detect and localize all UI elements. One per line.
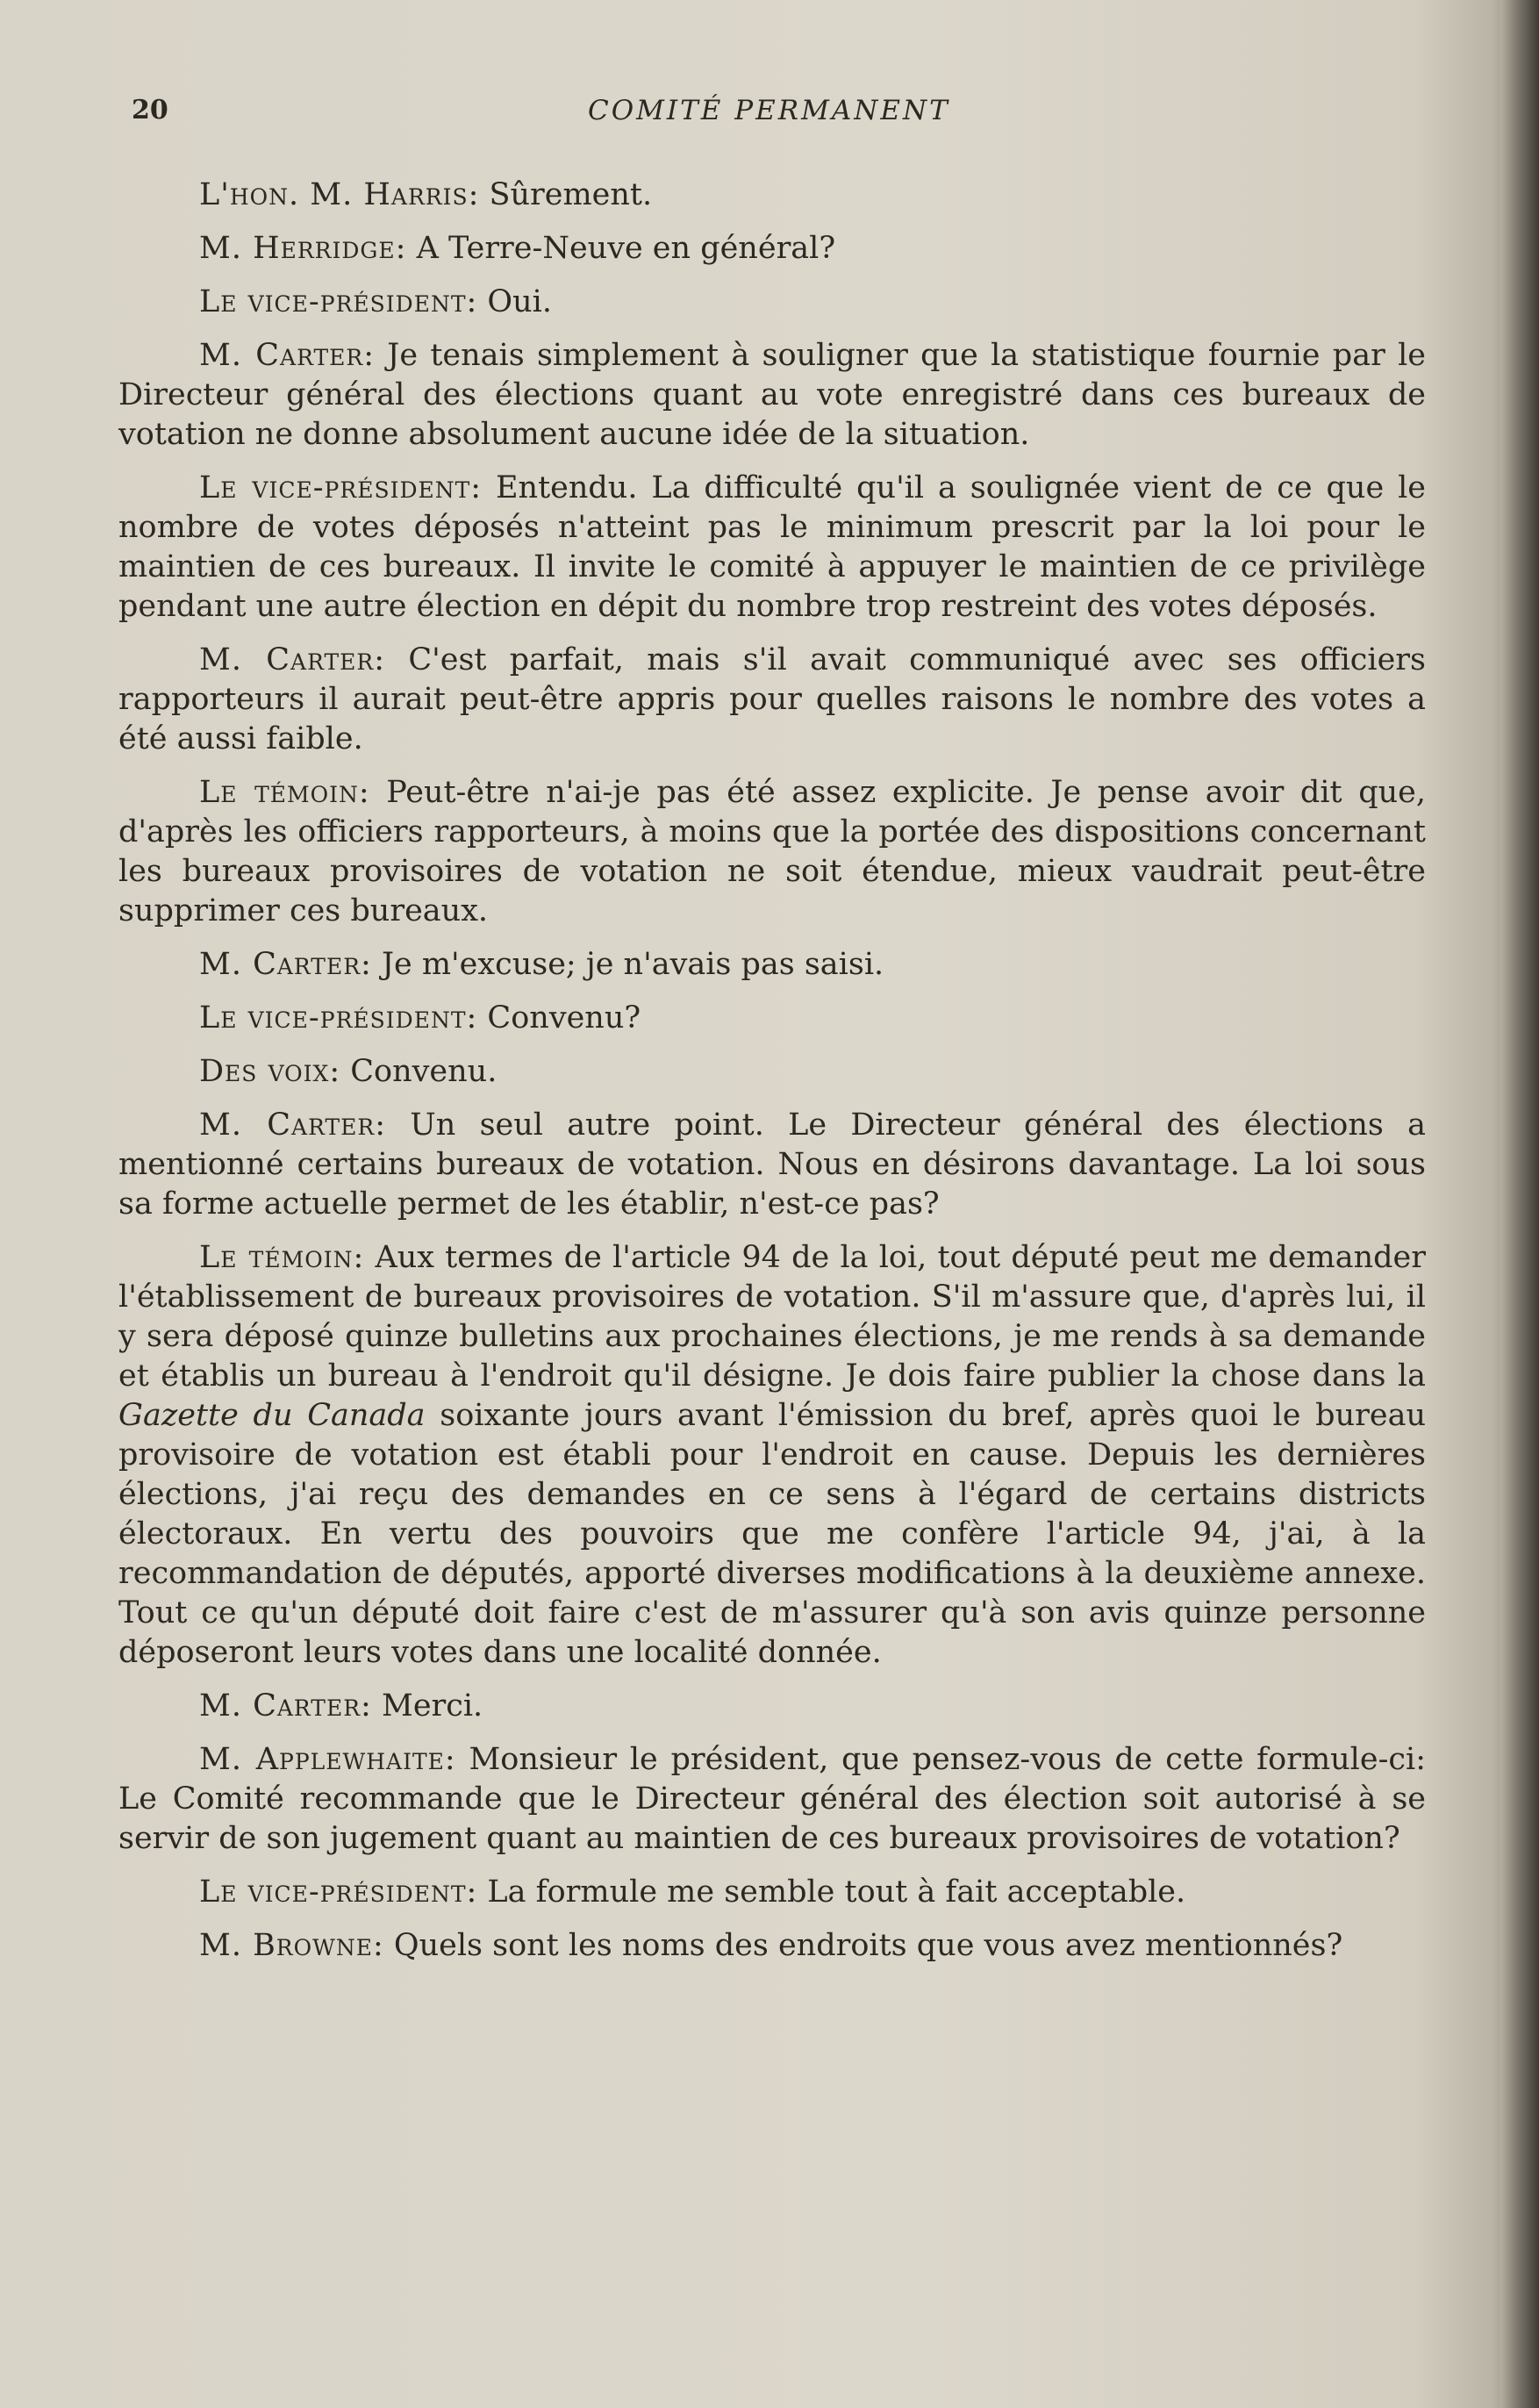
paragraph bbox=[118, 945, 1426, 985]
paragraph bbox=[118, 176, 1426, 215]
paragraph-text: Monsieur le président, que pensez-vous de cette formule-ci: Le Comité recommande que le Directeur général des élection soit autorisé à se servir de son jugement quant au maintien de ces bureaux provisoires de votation? bbox=[118, 1742, 1426, 1856]
paragraph bbox=[118, 229, 1426, 269]
paragraph-text: C'est parfait, mais s'il avait communiqué avec ses officiers rapporteurs il aurait peut-être appris pour quelles raisons le nombre des votes a été aussi faible. bbox=[118, 642, 1426, 756]
paragraph-text: Convenu. bbox=[340, 1054, 497, 1089]
paragraph-text: Convenu? bbox=[477, 1000, 641, 1036]
paragraph-text-continued: soixante jours avant l'émission du bref, après quoi le bureau provisoire de votation est établi pour l'endroit en cause. Depuis les dernières élections, j'ai reçu des demandes en ce sens à l'égard de certains districts électoraux. En vertu des pouvoirs que me confère l'article 94, j'ai, à la recommandation de députés, apporté diverses modifications à la deuxième annexe. Tout ce qu'un député doit faire c'est de m'assurer qu'à son avis quinze personne déposeront leurs votes dans une localité donnée. bbox=[118, 1398, 1426, 1670]
speaker-name: Le vice-président: bbox=[199, 284, 478, 319]
book-spine-shadow bbox=[1500, 0, 1539, 2408]
speaker-name: Le témoin: bbox=[199, 775, 370, 810]
paragraph bbox=[118, 1926, 1426, 1966]
speaker-name: M. Herridge: bbox=[199, 231, 407, 266]
paragraph bbox=[118, 336, 1426, 455]
speaker-name: L'hon. M. Harris: bbox=[199, 177, 480, 212]
paragraph-text: Peut-être n'ai-je pas été assez explicite. Je pense avoir dit que, d'après les officiers rapporteurs, à moins que la portée des dispositions concernant les bureaux provisoires de votation ne soit étendue, mieux vaudrait peut-être supprimer ces bureaux. bbox=[118, 775, 1426, 928]
paragraph-text: Quels sont les noms des endroits que vous avez mentionnés? bbox=[383, 1928, 1343, 1963]
paragraph bbox=[118, 999, 1426, 1038]
speaker-name: Le vice-président: bbox=[199, 1874, 478, 1910]
paragraph-text: Merci. bbox=[371, 1688, 483, 1724]
paragraph-text: Sûrement. bbox=[479, 177, 653, 212]
speaker-name: M. Carter: bbox=[199, 1107, 386, 1143]
paragraph-text: La formule me semble tout à fait acceptable. bbox=[477, 1874, 1186, 1910]
speaker-name: Le vice-président: bbox=[199, 1000, 478, 1036]
paragraph-text: Un seul autre point. Le Directeur général des élections a mentionné certains bureaux de votation. Nous en désirons davantage. La loi sous sa forme actuelle permet de les établir, n'est-ce pas? bbox=[118, 1107, 1426, 1222]
paragraph-text: Aux termes de l'article 94 de la loi, tout député peut me demander l'établissement de bureaux provisoires de votation. S'il m'assure que, d'après lui, il y sera déposé quinze bulletins aux prochaines élections, je me rends à sa demande et établis un bureau à l'endroit qu'il désigne. Je dois faire publier la chose dans la bbox=[118, 1240, 1426, 1394]
paragraph-text: Entendu. La difficulté qu'il a soulignée vient de ce que le nombre de votes déposés n'atteint pas le minimum prescrit par la loi pour le maintien de ces bureaux. Il invite le comité à appuyer le maintien de ce privilège pendant une autre élection en dépit du nombre trop restreint des votes déposés. bbox=[118, 470, 1426, 624]
paragraph bbox=[118, 469, 1426, 627]
paragraph bbox=[118, 1740, 1426, 1859]
paragraph bbox=[118, 1687, 1426, 1726]
paragraph bbox=[118, 1238, 1426, 1673]
speaker-name: M. Carter: bbox=[199, 338, 376, 373]
paragraph bbox=[118, 773, 1426, 931]
paragraph-text: Je tenais simplement à souligner que la statistique fournie par le Directeur général des élections quant au vote enregistré dans ces bureaux de votation ne donne absolument aucune idée de la situation. bbox=[118, 338, 1426, 452]
paragraph-text: Oui. bbox=[477, 284, 552, 319]
transcript-body bbox=[118, 176, 1426, 1980]
speaker-name: M. Applewhaite: bbox=[199, 1742, 456, 1777]
speaker-name: Le vice-président: bbox=[199, 470, 483, 505]
running-title: COMITÉ PERMANENT bbox=[588, 95, 950, 126]
paragraph bbox=[118, 283, 1426, 322]
speaker-name: M. Browne: bbox=[199, 1928, 384, 1963]
page-header bbox=[132, 95, 1360, 139]
paragraph-text: A Terre-Neuve en général? bbox=[406, 231, 836, 266]
paragraph bbox=[118, 1052, 1426, 1092]
speaker-name: M. Carter: bbox=[199, 947, 372, 982]
speaker-name: M. Carter: bbox=[199, 1688, 372, 1724]
speaker-name: M. Carter: bbox=[199, 642, 386, 677]
publication-title: Gazette du Canada bbox=[118, 1398, 426, 1433]
speaker-name: Le témoin: bbox=[199, 1240, 365, 1275]
page-number: 20 bbox=[132, 95, 168, 125]
paragraph bbox=[118, 1106, 1426, 1224]
speaker-name: Des voix: bbox=[199, 1054, 341, 1089]
paragraph-text: Je m'excuse; je n'avais pas saisi. bbox=[371, 947, 884, 982]
paragraph bbox=[118, 1873, 1426, 1912]
paragraph bbox=[118, 641, 1426, 759]
